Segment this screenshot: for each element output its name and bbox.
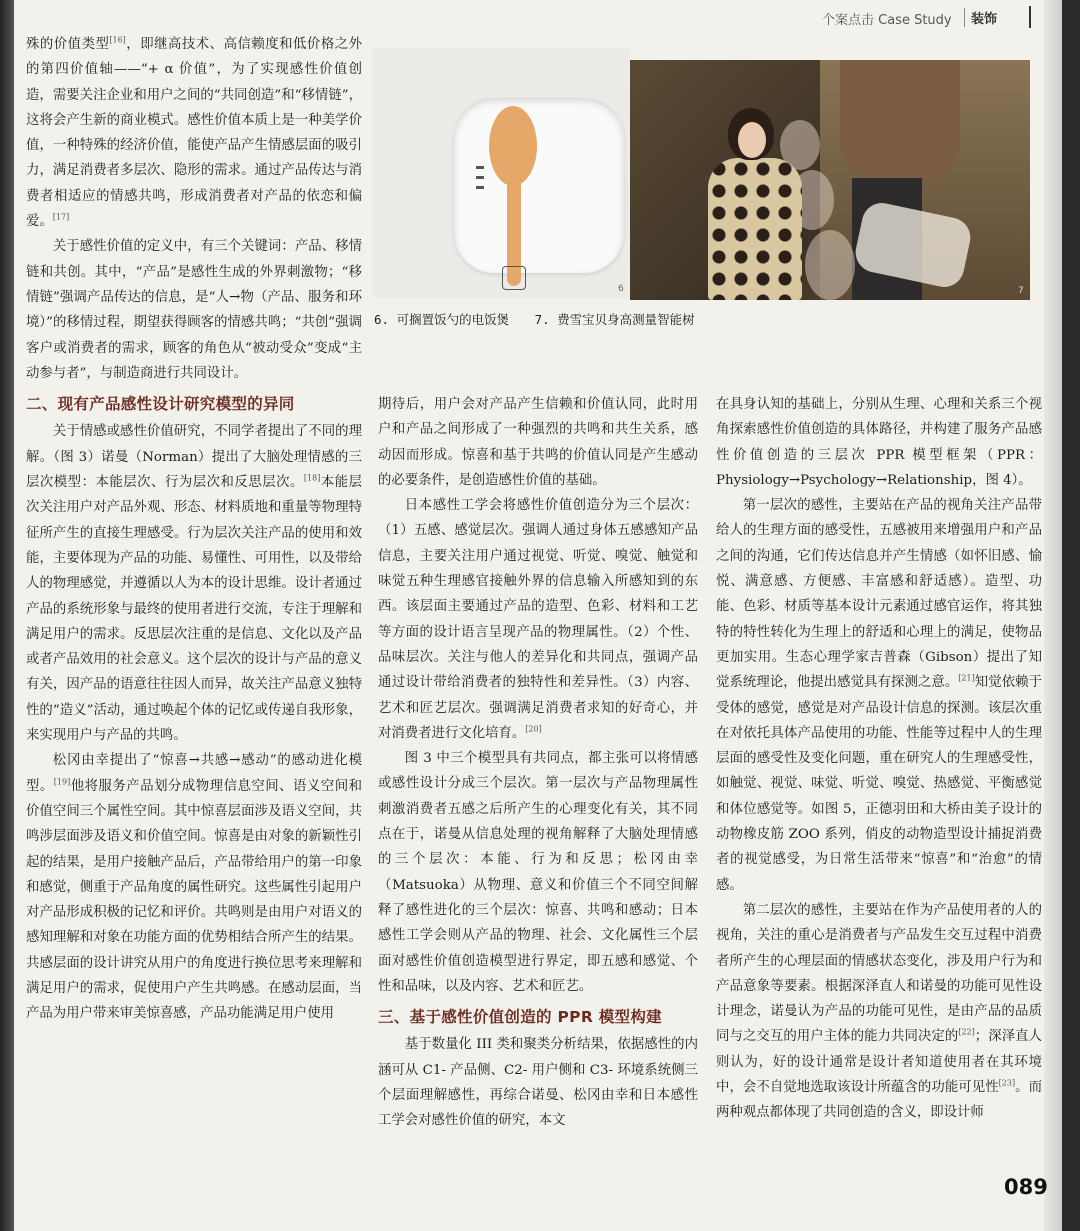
section-label: 个案点击 Case Study [822, 13, 952, 28]
spoon-holder-slot [502, 266, 526, 290]
text-column-3 [716, 392, 1042, 1126]
page-edge [1044, 0, 1062, 1231]
figure-6-number: 6 [618, 284, 624, 294]
running-header [814, 6, 1054, 28]
paragraph: 殊的价值类型[16]，即继高技术、高信赖度和低价格之外的第四价值轴——“+ α 价值”，为了实现感性价值创造，需要关注企业和用户之间的“共同创造”和“移情链”，这将会产生新的商业模式。感性价值本质上是一种美学价值，一种特殊的经济价值，能使产品产生情感层面的吸引力，满足消费者多层次、隐形的需求。通过产品传达与消费者相适应的情感共鸣，形成消费者对产品的依恋和偏爱。[17] [26, 35, 363, 230]
paragraph: 日本感性工学会将感性价值创造分为三个层次：（1）五感、感觉层次。强调人通过身体五感感知产品信息，主要关注用户通过视觉、听觉、嗅觉、触觉和味觉五种生理感官接触外界的信息输入所感知到的东西。该层面主要通过产品的造型、色彩、材料和工艺等方面的设计语言呈现产品的物理属性。（2）个性、品味层次。关注与他人的差异化和共同点，强调产品通过设计带给消费者的独特性和差异性。（3）内容、艺术和匠艺层次。强调满足消费者求知的好奇心，并对消费者进行文化培育。[20] [378, 498, 698, 741]
caption-figure-7: 7. 费雪宝贝身高测量智能树 [534, 312, 695, 327]
girl-polka-dress [708, 158, 802, 300]
paragraph: 第一层次的感性，主要站在产品的视角关注产品带给人的生理方面的感受性，五感被用来增强用户和产品之间的沟通，它们传达信息并产生情感（如怀旧感、愉悦、满意感、方便感、丰富感和舒适感）。造型、功能、色彩、材质等基本设计元素通过感官运作，将其独特的特性转化为生理上的舒适和心理上的满足，使物品更加实用。生态心理学家吉普森（Gibson）提出了知觉系统理论，他提出感觉具有探测之意。[21]知觉依赖于受体的感觉，感觉是对产品设计信息的探测。该层次重在对依托具体产品使用的功能、性能等过程中人的生理层面的感受性及变化问题，重在研究人的生理感受性，如触觉、视觉、味觉、听觉、嗅觉、热感觉、平衡感觉和体位感觉等。如图 5，正德羽田和大桥由美子设计的动物橡皮筋 ZOO 系列，俏皮的动物造型设计捕捉消费者的视觉感受，为日常生活带来“惊喜”和“治愈”的情感。 [716, 498, 1043, 893]
book-spine [0, 0, 14, 1231]
paragraph: 期待后，用户会对产品产生信赖和价值认同，此时用户和产品之间形成了一种强烈的共鸣和共生关系，感动因而形成。惊喜和基于共鸣的价值认同是产生感动的必要条件，是创造感性价值的基础。 [378, 397, 698, 488]
section-heading-2: 二、现有产品感性设计研究模型的异同 [26, 395, 295, 414]
paragraph: 在具身认知的基础上，分别从生理、心理和关系三个视角探索感性价值创造的具体路径，并构建了服务产品感性价值创造的三层次 PPR 模型框架（PPR：Physiology→Psychology→Relationship，图 4）。 [716, 397, 1042, 488]
text-column-2 [378, 392, 698, 1134]
section-heading-3: 三、基于感性价值创造的 PPR 模型构建 [378, 1008, 662, 1027]
rice-spoon [489, 106, 537, 186]
page-number: 089 [1004, 1175, 1048, 1199]
text-column-1 [26, 32, 362, 1027]
magazine-logo: 装饰 [964, 8, 997, 27]
paragraph: 松冈由幸提出了“惊喜→共感→感动”的感动进化模型。[19]他将服务产品划分成物理信息空间、语义空间和价值空间三个属性空间。其中惊喜层面涉及语义空间，共鸣涉层面涉及语义和价值空间。惊喜是由对象的新颖性引起的结果，是用户接触产品后，产品带给用户的第一印象和感觉，侧重于产品角度的属性研究。这些属性引起用户对产品形成积极的记忆和评价。共鸣则是由用户对语义的感知理解和对象在功能方面的优势相结合所产生的结果。共感层面的设计讲究从用户的角度进行换位思考来理解和满足用户的需求，促使用户产生共鸣感。在感动层面，当产品为用户带来审美惊喜感，产品功能满足用户使用 [26, 753, 363, 1022]
caption-figure-6: 6. 可搁置饭勺的电饭煲 [374, 312, 510, 327]
adult-figure [840, 60, 960, 180]
figure-7-number: 7 [1018, 286, 1024, 296]
girl-face [738, 122, 766, 158]
paragraph: 关于情感或感性价值研究，不同学者提出了不同的理解。（图 3）诺曼（Norman）提出了大脑处理情感的三层次模型：本能层次、行为层次和反思层次。[18]本能层次关注用户对产品外观、形态、材料质地和重量等物理特征所产生的直接生理感受。行为层次关注产品的使用和效能，主要体现为产品的功能、易懂性、可用性，以及带给人的物理感觉，并遵循以人为本的设计思维。设计者通过产品的系统形象与最终的使用者进行交流，专注于理解和满足用户的需求。反思层次注重的是信息、文化以及产品或者产品效用的社会意义。这个层次的设计与产品的意义有关，因产品的语意往往因人而异，故关注产品意义独特性的“造义”活动，通过唤起个体的记忆或传递自我形象，来实现用户与产品的共鸣。 [26, 424, 363, 744]
paragraph: 基于数量化 III 类和聚类分析结果，依据感性的内涵可从 C1- 产品侧、C2- 用户侧和 C3- 环境系统侧三个层面理解感性，再综合诺曼、松冈由幸和日本感性工学会对感性价值的研究，本文 [378, 1037, 698, 1129]
figure-6-rice-cooker [372, 48, 630, 298]
paragraph: 关于感性价值的定义中，有三个关键词：产品、移情链和共创。其中，“产品”是感性生成的外界刺激物；“移情链”强调产品传达的信息，是“人→物（产品、服务和环境）”的移情过程，期望获得顾客的情感共鸣；“共创”强调客户或消费者的需求，顾客的角色从“被动受众”变成“主动参与者”，与制造商进行共同设计。 [26, 239, 362, 381]
header-divider [1029, 6, 1031, 28]
rice-cooker-body [454, 98, 624, 273]
paragraph: 第二层次的感性，主要站在作为产品使用者的人的视角，关注的重心是消费者与产品发生交互过程中消费者所产生的心理层面的情感状态变化，涉及用户行为和产品意象等要素。根据深泽直人和诺曼的功能可见性设计理念，诺曼认为产品的功能可见性，是由产品的品质同与之交互的用户主体的能力共同决定的[22]；深泽直人则认为，好的设计通常是设计者知道使用者在其环境中，会不自觉地选取该设计所蕴含的功能可见性[23]。而两种观点都体现了共同创造的含义，即设计师 [716, 902, 1043, 1121]
magazine-page [14, 0, 1062, 1231]
figure-captions [374, 310, 854, 328]
figure-7-photo [630, 60, 1030, 300]
paragraph: 图 3 中三个模型具有共同点，都主张可以将情感或感性设计分成三个层次。第一层次与产品物理属性刺激消费者五感之后所产生的心理变化有关，其不同点在于，诺曼从信息处理的视角解释了大脑处理情感的三个层次：本能、行为和反思；松冈由幸（Matsuoka）从物理、意义和价值三个不同空间解释了感性进化的三个层次：惊喜、共鸣和感动；日本感性工学会则从产品的物理、社会、文化属性三个层面对感性价值创造模型进行界定，即五感和感觉、个性和品味，以及内容、艺术和匠艺。 [378, 751, 698, 994]
